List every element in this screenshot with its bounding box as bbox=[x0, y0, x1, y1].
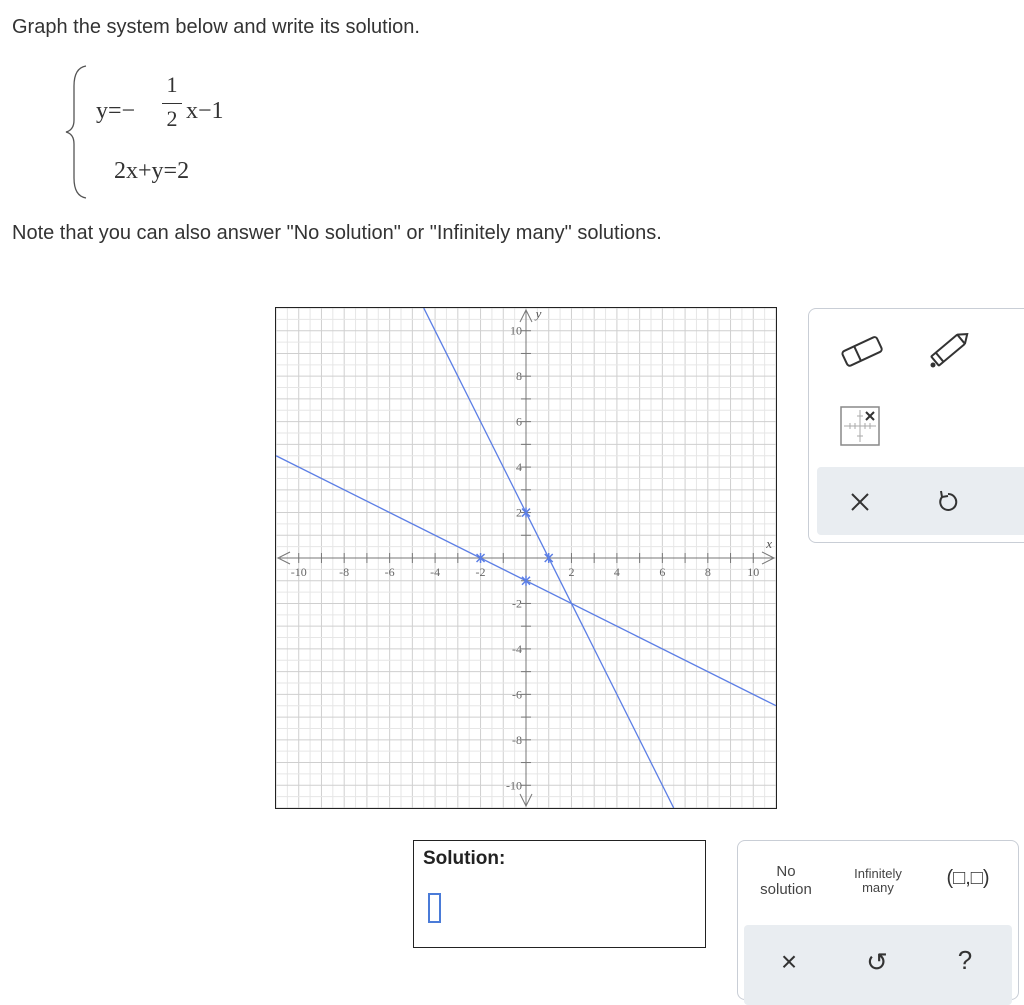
eq2: 2x+y=2 bbox=[114, 158, 190, 184]
system-brace bbox=[62, 62, 92, 202]
point-plot-icon[interactable] bbox=[839, 405, 881, 447]
ordered-pair-button[interactable]: (□,□) bbox=[946, 867, 990, 889]
clear-button[interactable]: × bbox=[780, 946, 798, 977]
no-solution-button[interactable] bbox=[752, 863, 820, 899]
answer-action-bar bbox=[744, 925, 1012, 1005]
x-tick-label: -6 bbox=[384, 565, 395, 579]
infinitely-line2: many bbox=[862, 880, 894, 895]
y-tick-label: -2 bbox=[512, 596, 522, 611]
undo-button[interactable]: ↺ bbox=[866, 947, 888, 977]
y-tick-label: -6 bbox=[512, 687, 522, 702]
y-tick-label: 8 bbox=[516, 369, 522, 384]
y-tick-label: 6 bbox=[516, 414, 522, 429]
solution-input-slot[interactable] bbox=[428, 893, 441, 923]
eq1-left: y=− bbox=[96, 98, 136, 124]
x-tick-label: 6 bbox=[659, 565, 666, 579]
y-axis-label: y bbox=[535, 308, 542, 322]
y-tick-label: -8 bbox=[512, 732, 522, 747]
x-tick-label: 2 bbox=[568, 565, 575, 579]
help-button[interactable]: ? bbox=[957, 945, 973, 975]
tool-action-bar bbox=[817, 467, 1024, 535]
eq1-denominator: 2 bbox=[166, 106, 178, 131]
answer-panel bbox=[737, 840, 1019, 1000]
pencil-icon[interactable] bbox=[927, 327, 975, 371]
x-tick-label: 10 bbox=[747, 565, 760, 579]
eraser-icon[interactable] bbox=[839, 331, 887, 371]
y-tick-label: -4 bbox=[512, 641, 522, 656]
fraction-bar bbox=[162, 103, 182, 104]
no-solution-line2: solution bbox=[760, 881, 812, 898]
question-prompt: Graph the system below and write its solution. bbox=[12, 16, 420, 38]
infinitely-many-button[interactable] bbox=[842, 867, 914, 895]
y-tick-label: 10 bbox=[510, 323, 522, 338]
x-tick-label: -2 bbox=[475, 565, 486, 579]
solution-label: Solution: bbox=[423, 848, 506, 869]
solution-box[interactable] bbox=[413, 840, 706, 948]
eq1-numerator: 1 bbox=[166, 72, 178, 97]
note-text: Note that you can also answer "No solution" or "Infinitely many" solutions. bbox=[12, 222, 662, 244]
y-tick-label: 2 bbox=[516, 505, 522, 520]
x-tick-label: 4 bbox=[613, 565, 620, 579]
x-tick-label: -8 bbox=[339, 565, 350, 579]
close-icon[interactable] bbox=[847, 489, 873, 515]
coordinate-plane[interactable] bbox=[276, 308, 776, 808]
no-solution-line1: No bbox=[776, 863, 796, 880]
x-tick-label: -10 bbox=[290, 565, 307, 579]
x-axis-label: x bbox=[766, 535, 773, 551]
graph-tool-panel bbox=[808, 308, 1024, 543]
y-tick-label: -10 bbox=[506, 778, 522, 793]
graph-area[interactable] bbox=[275, 307, 777, 809]
x-tick-label: 8 bbox=[704, 565, 711, 579]
infinitely-line1: Infinitely bbox=[854, 866, 902, 881]
x-tick-label: -4 bbox=[430, 565, 441, 579]
eq1-right: x−1 bbox=[186, 98, 224, 124]
undo-icon[interactable] bbox=[933, 487, 963, 517]
equation-system bbox=[62, 62, 282, 202]
y-tick-label: 4 bbox=[516, 460, 522, 475]
